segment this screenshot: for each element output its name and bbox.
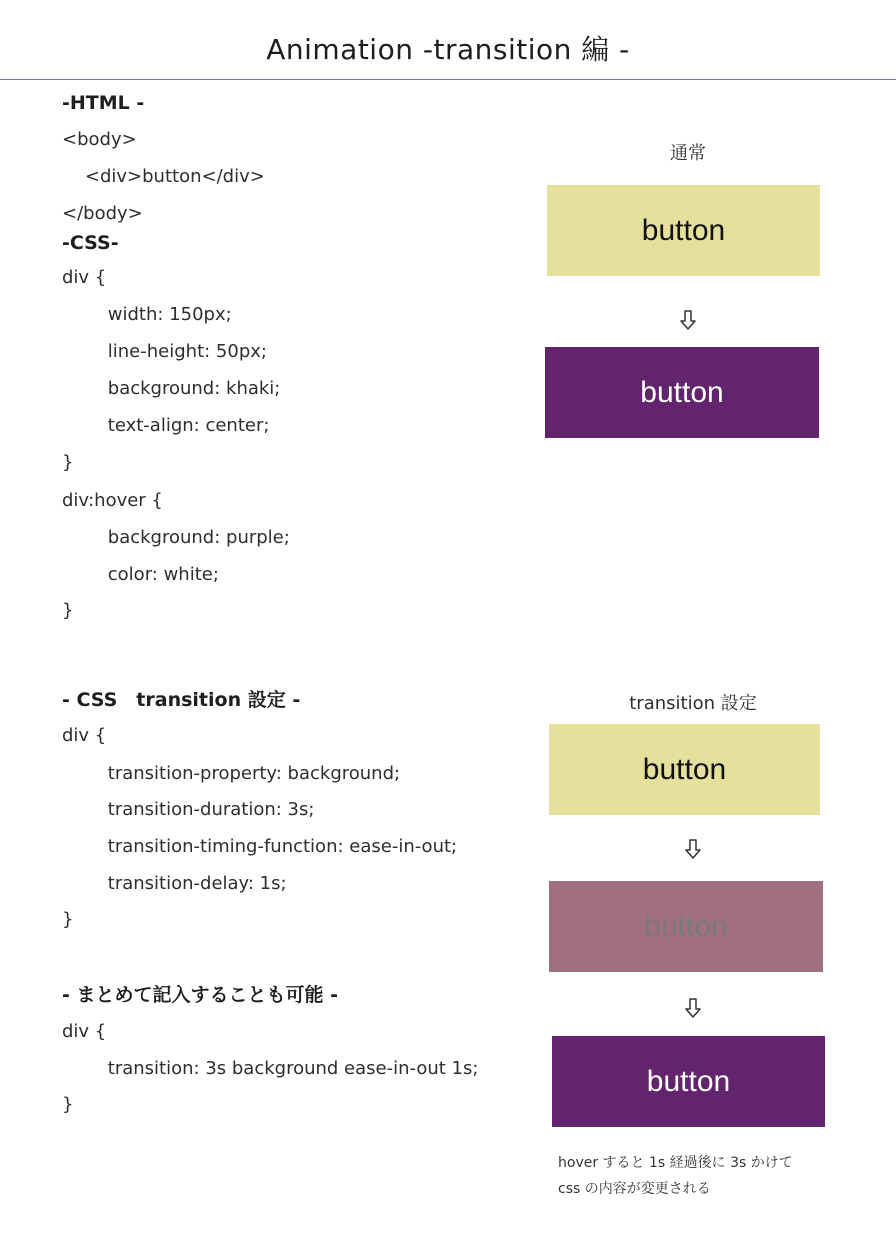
html-heading: -HTML - [62,92,145,114]
transition-label: transition 設定 [629,693,757,714]
down-arrow-icon [683,838,703,860]
note-line: css の内容が変更される [558,1181,711,1197]
code-line: transition-duration: 3s; [62,799,315,820]
code-line: div { [62,267,107,288]
code-line: background: purple; [62,527,290,548]
code-line: transition: 3s background ease-in-out 1s; [62,1058,479,1079]
code-line: div { [62,725,107,746]
down-arrow-icon [678,309,698,331]
css-heading: -CSS- [62,232,119,254]
code-line: } [62,909,74,930]
shorthand-heading: - まとめて記入することも可能 - [62,984,339,1006]
code-line: } [62,452,74,473]
code-line: <body> [62,129,137,150]
title-divider [0,79,896,80]
transitioning-button-demo[interactable]: button [549,881,823,972]
code-line: } [62,600,74,621]
code-line: </body> [62,203,143,224]
note-line: hover すると 1s 経過後に 3s かけて [558,1155,793,1171]
code-line: text-align: center; [62,415,270,436]
code-line: transition-delay: 1s; [62,873,287,894]
down-arrow-icon [683,997,703,1019]
code-line: background: khaki; [62,378,281,399]
normal-label: 通常 [670,143,706,164]
code-line: div { [62,1021,107,1042]
transition-heading: - CSS transition 設定 - [62,689,301,711]
code-line: } [62,1094,74,1115]
code-line: line-height: 50px; [62,341,267,362]
code-line: color: white; [62,564,219,585]
purple-button-demo[interactable]: button [552,1036,825,1127]
code-line: div:hover { [62,490,163,511]
code-line: transition-property: background; [62,763,401,784]
khaki-button-demo[interactable]: button [547,185,820,276]
khaki-button-demo[interactable]: button [549,724,820,815]
code-line: <div>button</div> [62,166,265,187]
code-line: width: 150px; [62,304,232,325]
purple-button-demo[interactable]: button [545,347,819,438]
page-title: Animation -transition 編 - [266,33,630,66]
code-line: transition-timing-function: ease-in-out; [62,836,458,857]
